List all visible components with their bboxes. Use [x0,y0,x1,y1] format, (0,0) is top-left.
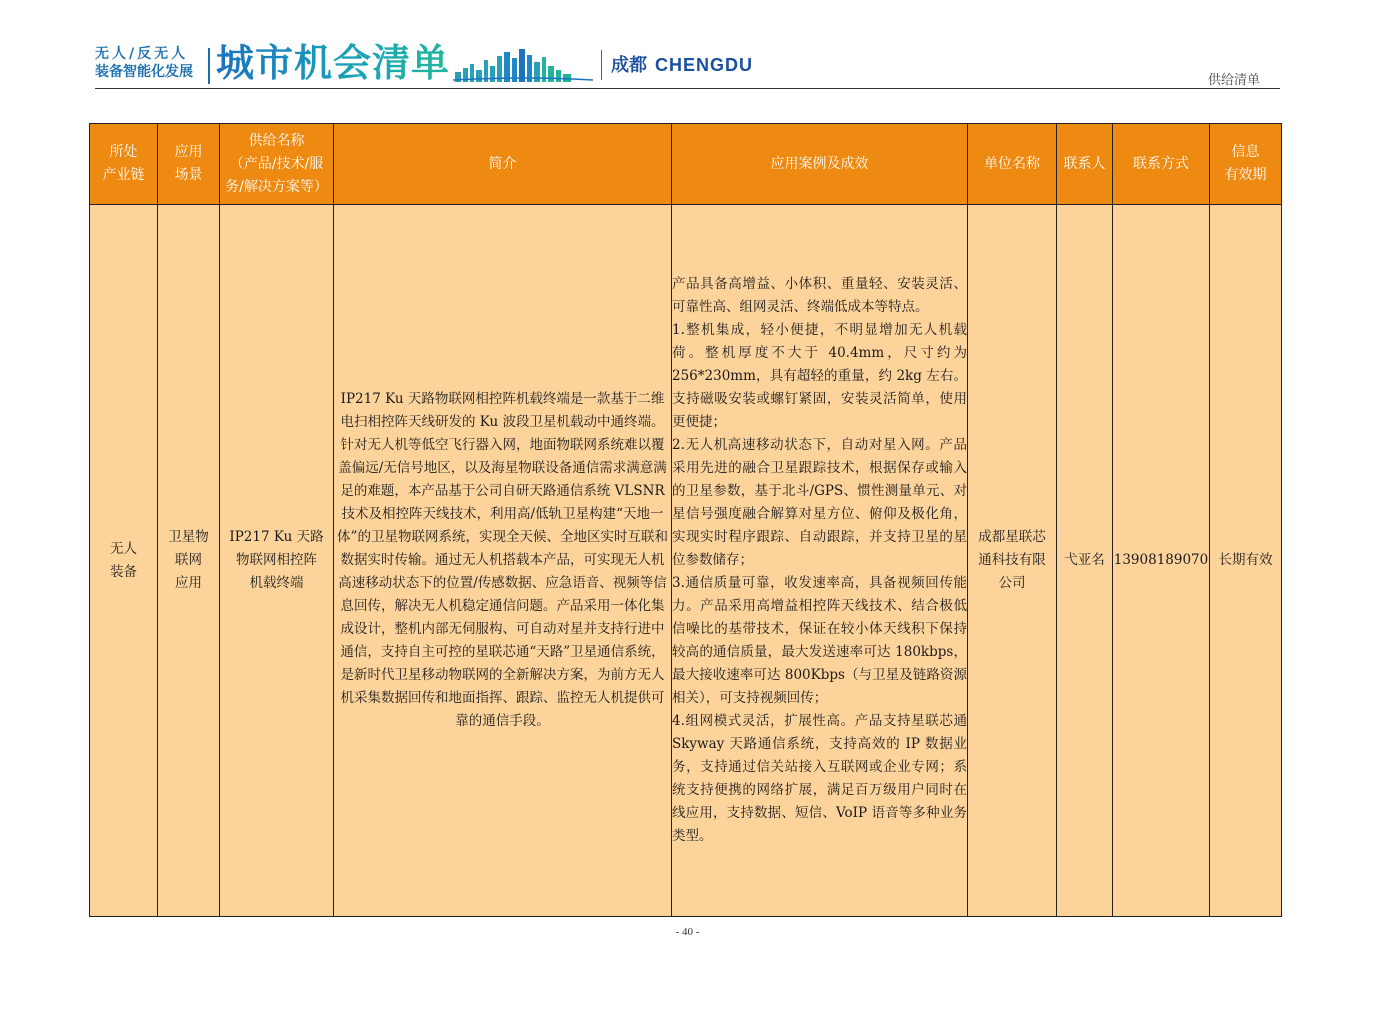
brand-line-2: 装备智能化发展 [95,64,193,80]
col-header-supply-name: 供给名称 （产品/技术/服 务/解决方案等） [220,124,334,205]
city-label [611,54,753,76]
col-header-cases: 应用案例及成效 [672,124,968,205]
col-header-scene: 应用 场景 [158,124,220,205]
page-header [0,0,1375,100]
cell-contact: 弋亚名 [1057,205,1113,917]
col-header-phone: 联系方式 [1113,124,1210,205]
col-header-chain: 所处 产业链 [90,124,158,205]
col-header-contact: 联系人 [1057,124,1113,205]
city-name-cn: 成都 [611,55,647,75]
cell-supply-name: IP217 Ku 天路 物联网相控阵 机载终端 [220,205,334,917]
cases-paragraph: 4.组网模式灵活，扩展性高。产品支持星联芯通 Skyway 天路通信系统，支持高效的 IP 数据业务，支持通过信关站接入互联网或企业专网；系统支持便携的网络扩展，满足百万级用户同时在线应用，支持数据、短信、VoIP 语音等多种业务类型。 [672,713,967,844]
cases-paragraph: 2.无人机高速移动状态下，自动对星入网。产品采用先进的融合卫星跟踪技术，根据保存或输入的卫星参数，基于北斗/GPS、惯性测量单元、对星信号强度融合解算对星方位、俯仰及极化角，实现实时程序跟踪、自动跟踪，并支持卫星的星位参数储存； [672,437,967,568]
cell-cases [672,205,968,917]
col-header-validity: 信息 有效期 [1210,124,1282,205]
cases-paragraph: 3.通信质量可靠，收发速率高，具备视频回传能力。产品采用高增益相控阵天线技术、结合极低信噪比的基带技术，保证在较小体天线积下保持较高的通信质量，最大发送速率可达 180kbps，最大接收速率可达 800Kbps（与卫星及链路资源相关），可支持视频回传； [672,575,967,706]
brand-divider [208,48,210,84]
supply-list-table [89,123,1282,917]
table-row [90,205,1282,917]
col-header-company: 单位名称 [968,124,1057,205]
cases-paragraph: 1.整机集成，轻小便捷，不明显增加无人机载荷。整机厚度不大于 40.4mm，尺寸约为 256*230mm，具有超轻的重量，约 2kg 左右。支持磁吸安装或螺钉紧固，安装灵活简单，使用更便捷； [672,322,967,430]
cases-paragraph: 产品具备高增益、小体积、重量轻、安装灵活、可靠性高、组网灵活、终端低成本等特点。 [672,276,967,315]
cell-intro: IP217 Ku 天路物联网相控阵机载终端是一款基于二维电扫相控阵天线研发的 Ku 波段卫星机载动中通终端。针对无人机等低空飞行器入网，地面物联网系统难以覆盖偏远/无信号地区，以及海星物联设备通信需求满意满足的难题，本产品基于公司自研天路通信系统 VLSNR 技术及相控阵天线技术，利用高/低轨卫星构建“天地一体”的卫星物联网系统，实现全天候、全地区实时互联和数据实时传输。通过无人机搭载本产品，可实现无人机高速移动状态下的位置/传感数据、应急语音、视频等信息回传，解决无人机稳定通信问题。产品采用一体化集成设计，整机内部无伺服构、可自动对星并支持行进中通信，支持自主可控的星联芯通“天路”卫星通信系统，是新时代卫星移动物联网的全新解决方案，为前方无人机采集数据回传和地面指挥、跟踪、监控无人机提供可靠的通信手段。 [334,205,672,917]
col-header-intro: 简介 [334,124,672,205]
cell-company: 成都星联芯 通科技有限 公司 [968,205,1057,917]
table-header-row [90,124,1282,205]
page-number: - 40 - [675,926,700,938]
cell-phone: 13908189070 [1113,205,1210,917]
city-skyline-icon [453,46,593,82]
cell-scene: 卫星物 联网 应用 [158,205,220,917]
brand-title: 城市机会清单 [216,41,451,85]
city-name-en: CHENGDU [655,55,754,75]
section-tag: 供给清单 [1207,73,1260,88]
brand-subtitle [95,45,207,81]
cell-chain: 无人 装备 [90,205,158,917]
brand-line-1: 无人/反无人 [95,46,189,62]
cell-validity: 长期有效 [1210,205,1282,917]
header-rule [95,88,1280,89]
city-divider [601,50,602,80]
